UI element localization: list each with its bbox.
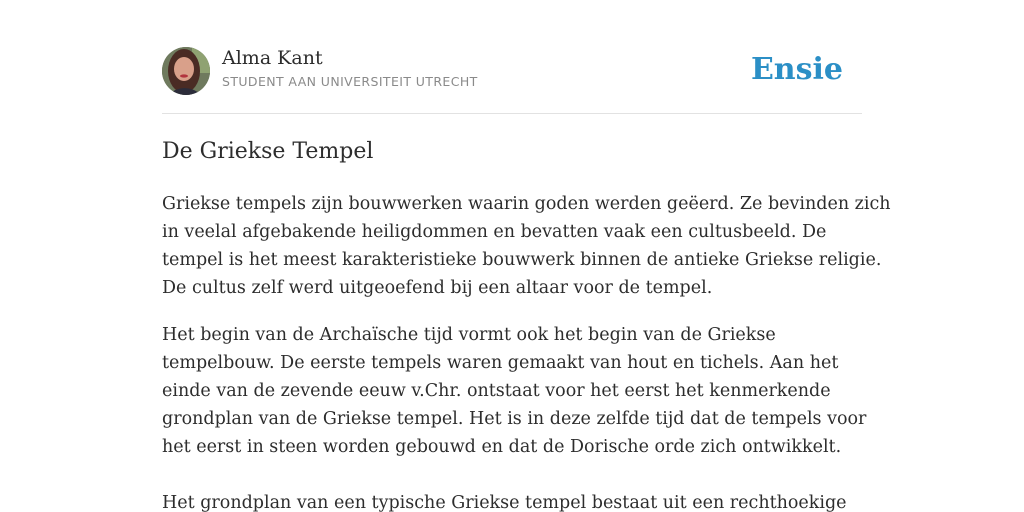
article-header (162, 46, 862, 96)
paragraph-2 (162, 321, 867, 512)
article-title: De Griekse Tempel (162, 139, 374, 164)
line-break (162, 461, 862, 489)
paragraph-line: het eerst in steen worden gebouwd en dat de Dorische orde zich ontwikkelt. (162, 437, 842, 457)
paragraph-line: Griekse tempels zijn bouwwerken waarin goden werden geëerd. Ze bevinden zich (162, 194, 891, 214)
header-divider (162, 113, 862, 114)
paragraph-1 (162, 190, 891, 302)
paragraph-line: De cultus zelf werd uitgeoefend bij een altaar voor de tempel. (162, 278, 713, 298)
paragraph-line: tempelbouw. De eerste tempels waren gemaakt van hout en tichels. Aan het (162, 353, 839, 373)
avatar-photo-icon (162, 47, 210, 95)
paragraph-line: in veelal afgebakende heiligdommen en bevatten vaak een cultusbeeld. De (162, 222, 827, 242)
ensie-logo[interactable]: Ensie (750, 52, 843, 87)
author-name[interactable]: Alma Kant (222, 47, 323, 69)
author-role: STUDENT AAN UNIVERSITEIT UTRECHT (222, 74, 478, 89)
paragraph-line: einde van de zevende eeuw v.Chr. ontstaat voor het eerst het kenmerkende (162, 381, 831, 401)
paragraph-line: tempel is het meest karakteristieke bouwwerk binnen de antieke Griekse religie. (162, 250, 882, 270)
paragraph-line: grondplan van de Griekse tempel. Het is in deze zelfde tijd dat de tempels voor (162, 409, 867, 429)
paragraph-line: Het grondplan van een typische Griekse tempel bestaat uit een rechthoekige (162, 493, 847, 512)
article-body (162, 190, 891, 512)
author-avatar[interactable] (162, 47, 210, 95)
paragraph-line: Het begin van de Archaïsche tijd vormt ook het begin van de Griekse (162, 325, 776, 345)
